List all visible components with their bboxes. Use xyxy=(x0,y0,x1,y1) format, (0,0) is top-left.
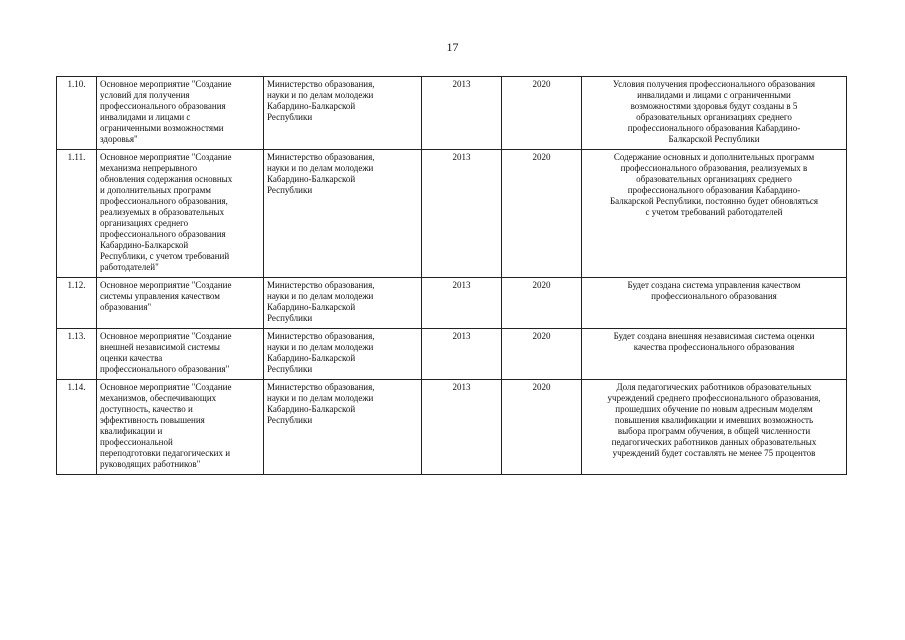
table-row xyxy=(57,380,847,475)
row-number: 1.10. xyxy=(57,77,97,150)
executor: Министерство образования, науки и по делам молодежи Кабардино-Балкарской Республики xyxy=(264,329,422,380)
executor: Министерство образования, науки и по делам молодежи Кабардино-Балкарской Республики xyxy=(264,278,422,329)
start-year: 2013 xyxy=(422,380,502,475)
expected-result: Будет создана система управления качеством профессионального образования xyxy=(582,278,847,329)
end-year: 2020 xyxy=(502,150,582,278)
expected-result: Содержание основных и дополнительных программ профессионального образования, реализуемых в образовательных организациях среднего профессионального образования Кабардино- Балкарской Республики, постоянно будет обновляться с учетом требований работодателей xyxy=(582,150,847,278)
end-year: 2020 xyxy=(502,380,582,475)
table-row xyxy=(57,278,847,329)
executor: Министерство образования, науки и по делам молодежи Кабардино-Балкарской Республики xyxy=(264,77,422,150)
event-name: Основное мероприятие "Создание механизма непрерывного обновления содержания основных и дополнительных программ профессионального образования, реализуемых в образовательных организациях среднего профессионального образования Кабардино-Балкарской Республики, с учетом требований работодателей" xyxy=(97,150,264,278)
row-number: 1.12. xyxy=(57,278,97,329)
row-number: 1.11. xyxy=(57,150,97,278)
event-name: Основное мероприятие "Создание условий для получения профессионального образования инвалидами и лицами с ограниченными возможностями здоровья" xyxy=(97,77,264,150)
expected-result: Доля педагогических работников образовательных учреждений среднего профессионального образования, прошедших обучение по новым адресным моделям повышения квалификации и имевших возможность выбора программ обучения, в общей численности педагогических работников данных образовательных учреждений будет составлять не менее 75 процентов xyxy=(582,380,847,475)
page-number: 17 xyxy=(446,40,459,54)
executor: Министерство образования, науки и по делам молодежи Кабардино-Балкарской Республики xyxy=(264,150,422,278)
end-year: 2020 xyxy=(502,278,582,329)
event-name: Основное мероприятие "Создание внешней независимой системы оценки качества профессионального образования" xyxy=(97,329,264,380)
event-name: Основное мероприятие "Создание механизмов, обеспечивающих доступность, качество и эффективность повышения квалификации и профессиональной переподготовки педагогических и руководящих работников" xyxy=(97,380,264,475)
end-year: 2020 xyxy=(502,77,582,150)
table-row xyxy=(57,77,847,150)
event-name: Основное мероприятие "Создание системы управления качеством образования" xyxy=(97,278,264,329)
end-year: 2020 xyxy=(502,329,582,380)
row-number: 1.14. xyxy=(57,380,97,475)
table-row xyxy=(57,329,847,380)
expected-result: Будет создана внешняя независимая система оценки качества профессионального образования xyxy=(582,329,847,380)
start-year: 2013 xyxy=(422,278,502,329)
start-year: 2013 xyxy=(422,77,502,150)
start-year: 2013 xyxy=(422,329,502,380)
executor: Министерство образования, науки и по делам молодежи Кабардино-Балкарской Республики xyxy=(264,380,422,475)
table-row xyxy=(57,150,847,278)
measures-table xyxy=(56,76,847,475)
row-number: 1.13. xyxy=(57,329,97,380)
expected-result: Условия получения профессионального образования инвалидами и лицами с ограниченными возможностями здоровья будут созданы в 5 образовательных организациях среднего профессионального образования Кабардино- Балкарской Республики xyxy=(582,77,847,150)
start-year: 2013 xyxy=(422,150,502,278)
